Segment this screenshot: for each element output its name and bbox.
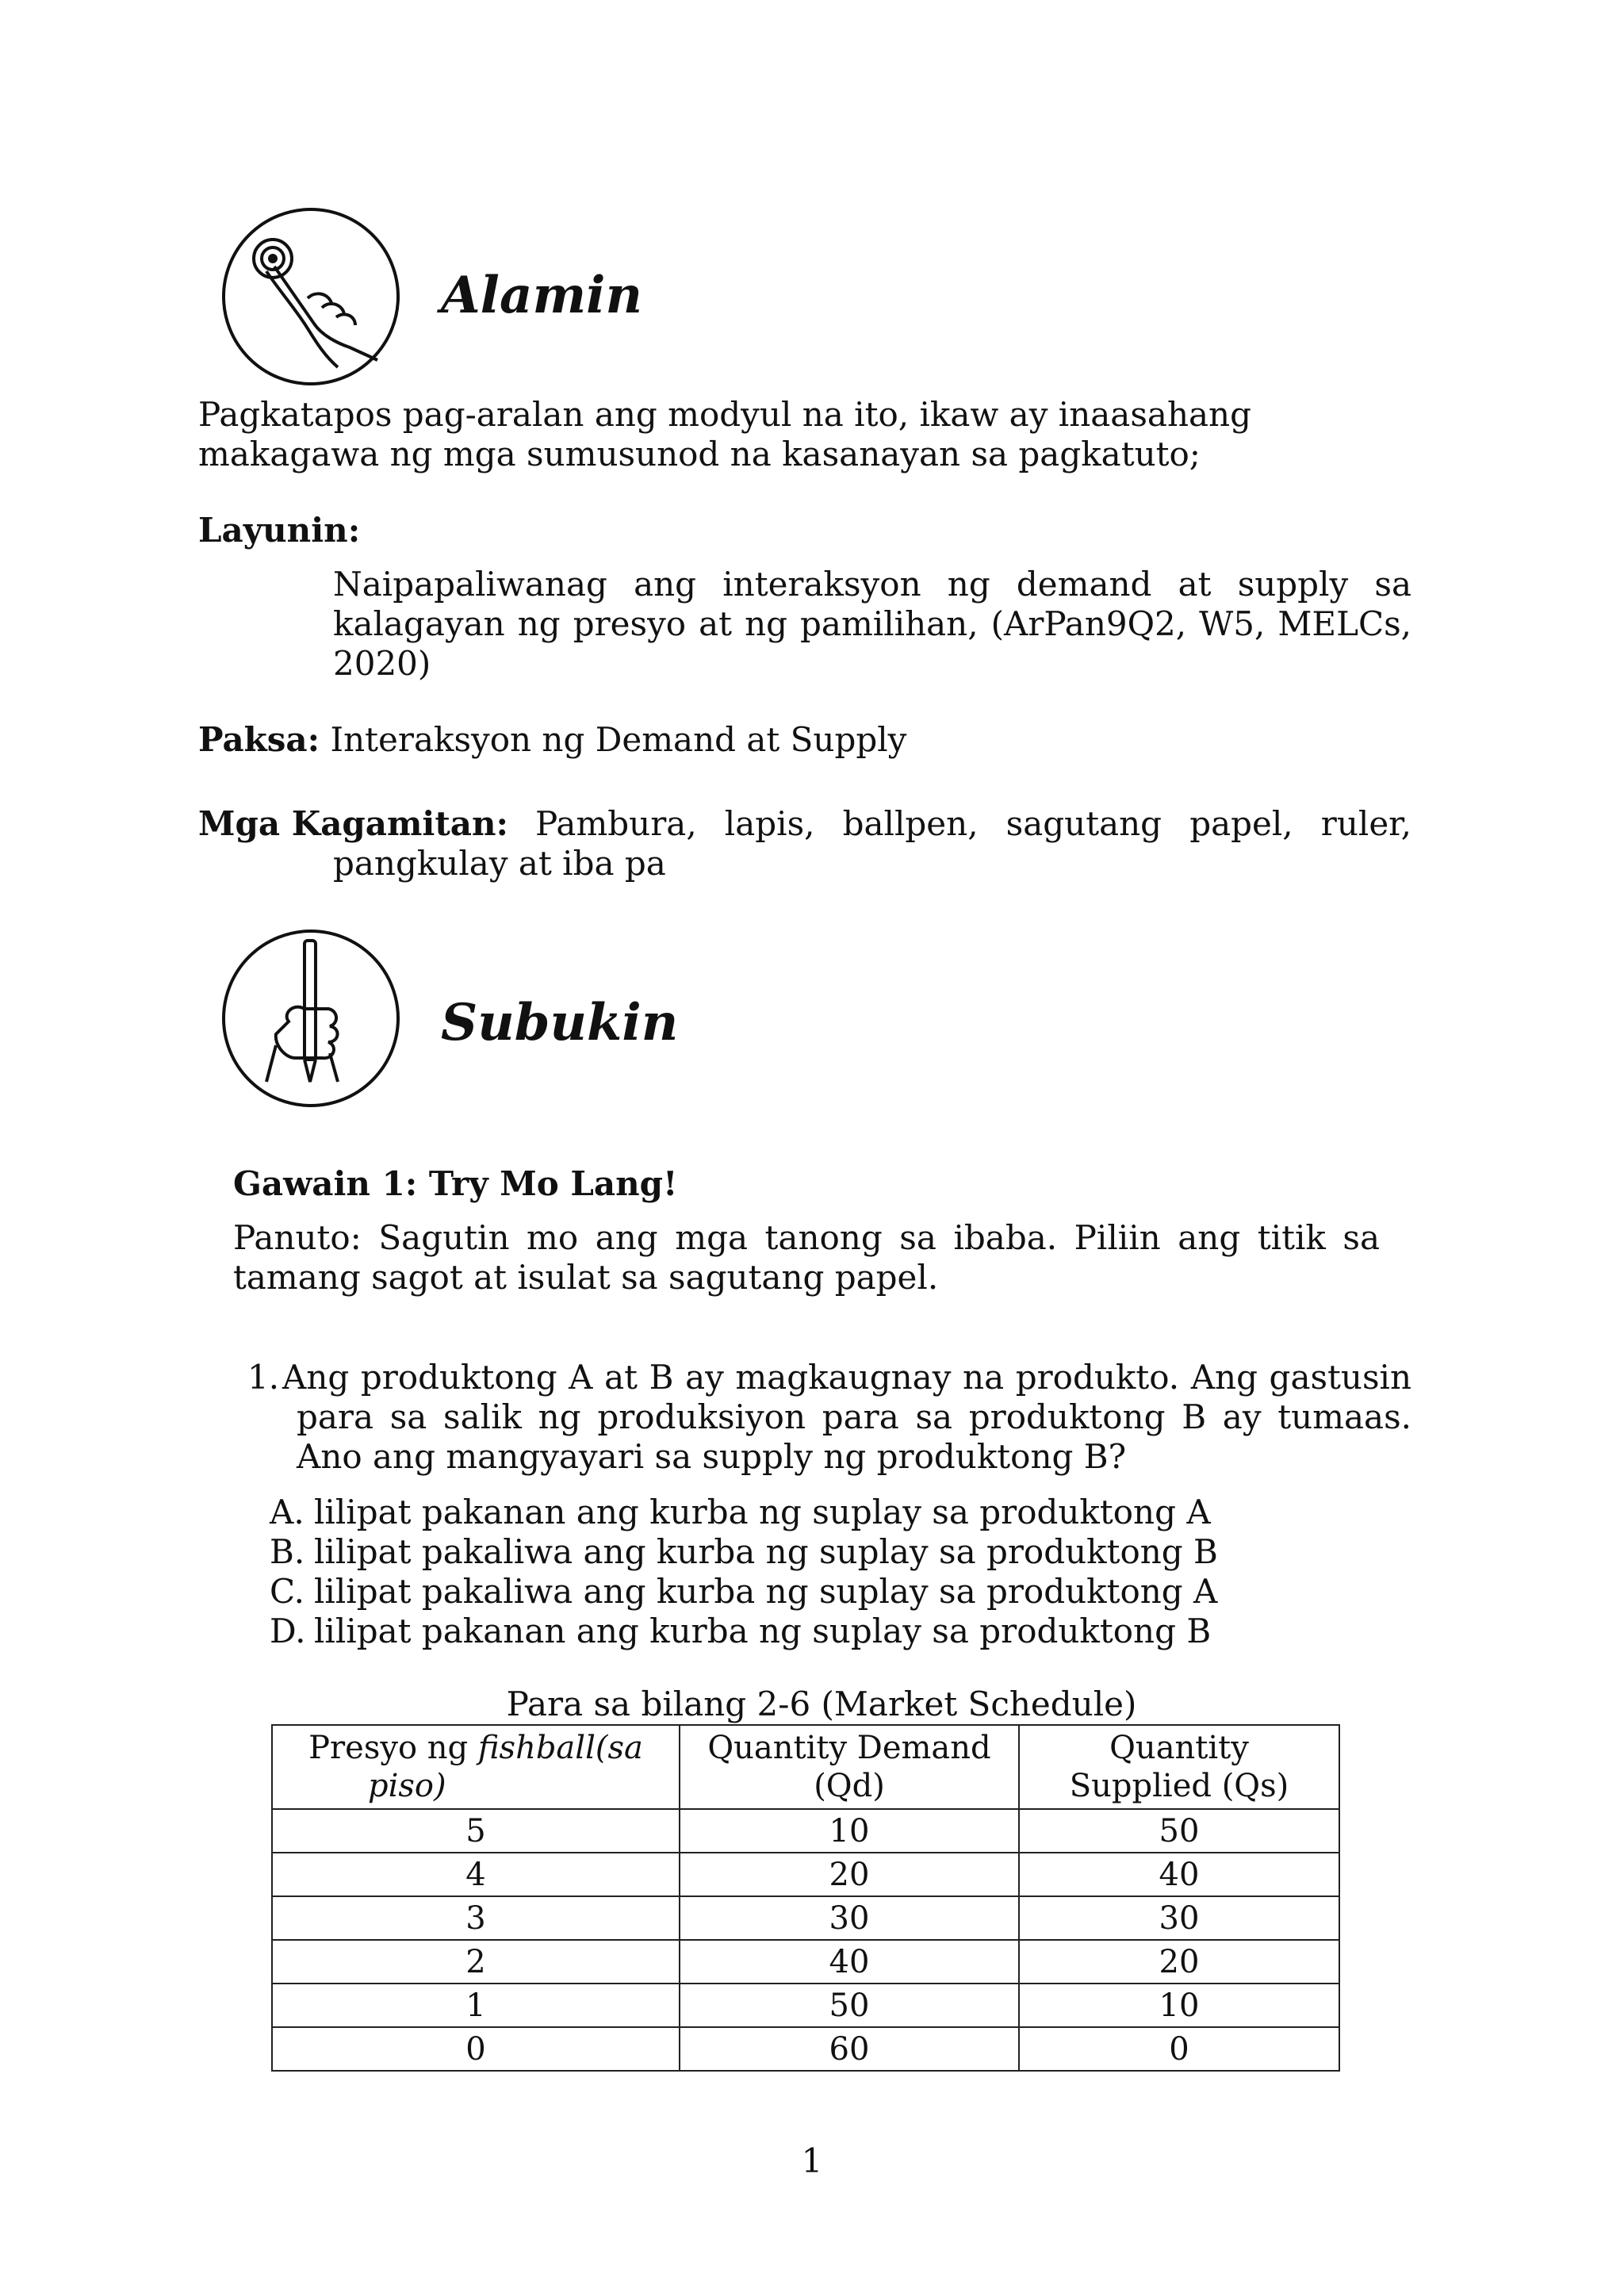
option-text: lilipat pakanan ang kurba ng suplay sa produktong A xyxy=(314,1493,1211,1531)
table-cell: 4 xyxy=(272,1853,680,1896)
table-cell: 40 xyxy=(1019,1853,1339,1896)
intro-line: makagawa ng mga sumusunod na kasanayan sa pagkatuto; xyxy=(198,435,1201,473)
option-letter: D. xyxy=(270,1612,306,1650)
kagamitan-block xyxy=(198,804,1411,884)
option-letter: A. xyxy=(270,1493,304,1531)
table-cell: 3 xyxy=(272,1896,680,1940)
table-cell: 30 xyxy=(680,1896,1019,1940)
paksa-label: Paksa: xyxy=(198,720,320,759)
panuto-line: tamang sagot at isulat sa sagutang papel. xyxy=(233,1258,939,1297)
paksa-line xyxy=(198,720,906,760)
answer-option[interactable] xyxy=(270,1612,1218,1651)
answer-options xyxy=(270,1493,1218,1651)
pencil-hand-icon xyxy=(219,926,403,1110)
table-cell: 50 xyxy=(680,1984,1019,2027)
question-number: 1. xyxy=(247,1358,280,1397)
kagamitan-line: Pambura, lapis, ballpen, sagutang papel, ruler, xyxy=(535,804,1411,843)
column-header-qd: Quantity Demand (Qd) xyxy=(680,1725,1019,1809)
table-cell: 20 xyxy=(1019,1940,1339,1984)
kagamitan-label: Mga Kagamitan: xyxy=(198,804,509,843)
table-cell: 10 xyxy=(1019,1984,1339,2027)
column-header-price: Presyo ng fishball(sa piso) xyxy=(272,1725,680,1809)
table-cell: 50 xyxy=(1019,1809,1339,1853)
kagamitan-line: pangkulay at iba pa xyxy=(333,844,666,883)
table-cell: 20 xyxy=(680,1853,1019,1896)
question-line: Ang produktong A at B ay magkaugnay na produkto. Ang gastusin xyxy=(282,1358,1411,1397)
answer-option[interactable] xyxy=(270,1572,1218,1612)
column-header-qs: Quantity Supplied (Qs) xyxy=(1019,1725,1339,1809)
table-caption: Para sa bilang 2-6 (Market Schedule) xyxy=(506,1685,1137,1723)
answer-option[interactable] xyxy=(270,1532,1218,1572)
option-text: lilipat pakanan ang kurba ng suplay sa produktong B xyxy=(314,1612,1212,1650)
layunin-line: Naipapaliwanag ang interaksyon ng demand at supply sa xyxy=(333,565,1411,604)
table-row xyxy=(272,1940,1339,1984)
gawain-title: Gawain 1: Try Mo Lang! xyxy=(233,1164,678,1203)
table-cell: 0 xyxy=(1019,2027,1339,2071)
layunin-label: Layunin: xyxy=(198,511,361,550)
table-row xyxy=(272,1809,1339,1853)
paksa-value: Interaksyon ng Demand at Supply xyxy=(330,720,907,759)
table-cell: 30 xyxy=(1019,1896,1339,1940)
question-line: Ano ang mangyayari sa supply ng produktong B? xyxy=(297,1437,1127,1476)
intro-line: Pagkatapos pag-aralan ang modyul na ito, ikaw ay inaasahang xyxy=(198,395,1251,434)
panuto-line: Panuto: Sagutin mo ang mga tanong sa ibaba. Piliin ang titik sa xyxy=(233,1218,1380,1257)
table-header-row xyxy=(272,1725,1339,1809)
answer-option[interactable] xyxy=(270,1493,1218,1532)
question-line: para sa salik ng produksiyon para sa produktong B ay tumaas. xyxy=(297,1397,1411,1436)
market-schedule-table xyxy=(271,1724,1340,2072)
table-row xyxy=(272,1853,1339,1896)
layunin-text xyxy=(333,565,1411,684)
touch-hand-icon xyxy=(219,205,403,389)
table-cell: 2 xyxy=(272,1940,680,1984)
section-title-subukin: Subukin xyxy=(441,993,679,1052)
table-row xyxy=(272,1984,1339,2027)
option-text: lilipat pakaliwa ang kurba ng suplay sa produktong A xyxy=(314,1572,1218,1611)
page-number: 1 xyxy=(801,2141,823,2180)
table-cell: 60 xyxy=(680,2027,1019,2071)
layunin-line: kalagayan ng presyo at ng pamilihan, (ArPan9Q2, W5, MELCs, xyxy=(333,604,1411,643)
option-text: lilipat pakaliwa ang kurba ng suplay sa produktong B xyxy=(314,1532,1218,1571)
table-row xyxy=(272,2027,1339,2071)
section-title-alamin: Alamin xyxy=(441,266,642,325)
option-letter: B. xyxy=(270,1532,305,1571)
layunin-line: 2020) xyxy=(333,644,431,683)
option-letter: C. xyxy=(270,1572,304,1611)
question-1 xyxy=(247,1358,1411,1477)
table-cell: 40 xyxy=(680,1940,1019,1984)
table-cell: 5 xyxy=(272,1809,680,1853)
table-row xyxy=(272,1896,1339,1940)
intro-text xyxy=(198,395,1251,474)
table-cell: 0 xyxy=(272,2027,680,2071)
panuto-text xyxy=(233,1218,1380,1297)
table-cell: 1 xyxy=(272,1984,680,2027)
table-cell: 10 xyxy=(680,1809,1019,1853)
